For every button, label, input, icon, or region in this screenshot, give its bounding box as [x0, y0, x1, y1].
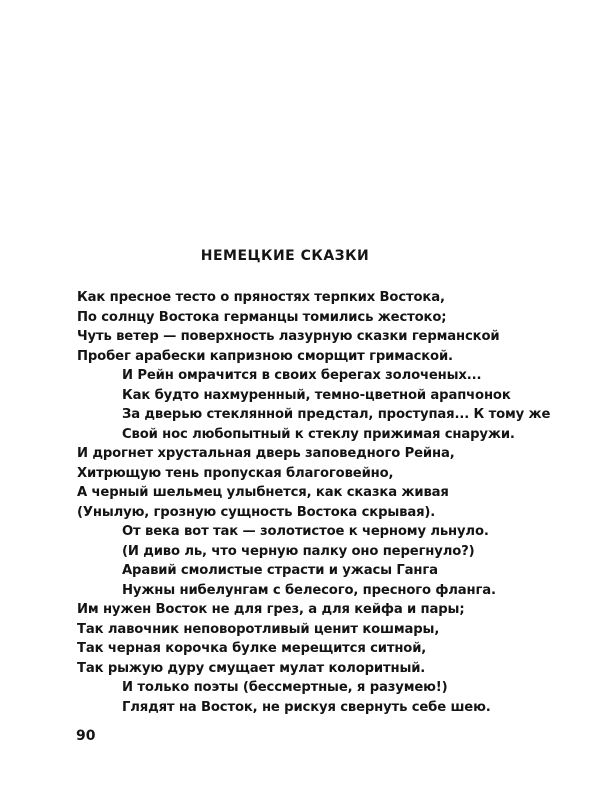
poem-line: А черный шельмец улыбнется, как сказка живая: [77, 485, 449, 500]
poem-title: НЕМЕЦКИЕ СКАЗКИ: [200, 248, 370, 264]
page-number: 90: [76, 728, 96, 744]
poem-line: Чуть ветер — поверхность лазурную сказки германской: [77, 329, 500, 344]
poem-line: (Унылую, грозную сущность Востока скрывая).: [77, 504, 436, 520]
poem-line: По солнцу Востока германцы томились жестоко;: [77, 309, 447, 325]
poem-line: За дверью стеклянной предстал, проступая... К тому же: [122, 407, 551, 422]
poem-line: Так лавочник неповоротливый ценит кошмары,: [77, 621, 440, 637]
poem-line: Как пресное тесто о пряностях терпких Востока,: [77, 290, 445, 305]
poem-line: Аравий смолистые страсти и ужасы Ганга: [122, 563, 438, 578]
poem-line: Так черная корочка булке мерещится ситной,: [77, 641, 427, 656]
poem-line: Хитрющую тень пропуская благоговейно,: [77, 465, 394, 481]
poem-body: [77, 288, 577, 717]
poem-line: Пробег арабески капризною сморщит гримаской.: [77, 348, 453, 364]
poem-line: И Рейн омрачится в своих берегах золоченых...: [122, 368, 482, 383]
poem-line: Свой нос любопытный к стеклу прижимая снаружи.: [122, 426, 515, 442]
poem-line: Как будто нахмуренный, темно-цветной арапчонок: [122, 387, 511, 403]
poem-line: И дрогнет хрустальная дверь заповедного Рейна,: [77, 446, 455, 461]
poem-line: Так рыжую дуру смущает мулат колоритный.: [77, 660, 426, 676]
poem-line: Глядят на Восток, не рискуя свернуть себе шею.: [122, 699, 491, 715]
poem-line: Им нужен Восток не для грез, а для кейфа и пары;: [77, 602, 465, 617]
poem-line: И только поэты (бессмертные, я разумею!): [122, 680, 448, 695]
poem-line: Нужны нибелунгам с белесого, пресного фланга.: [122, 582, 496, 598]
poem-line: От века вот так — золотистое к черному льнуло.: [122, 524, 489, 539]
poem-line: (И диво ль, что черную палку оно перегнуло?): [122, 543, 475, 559]
